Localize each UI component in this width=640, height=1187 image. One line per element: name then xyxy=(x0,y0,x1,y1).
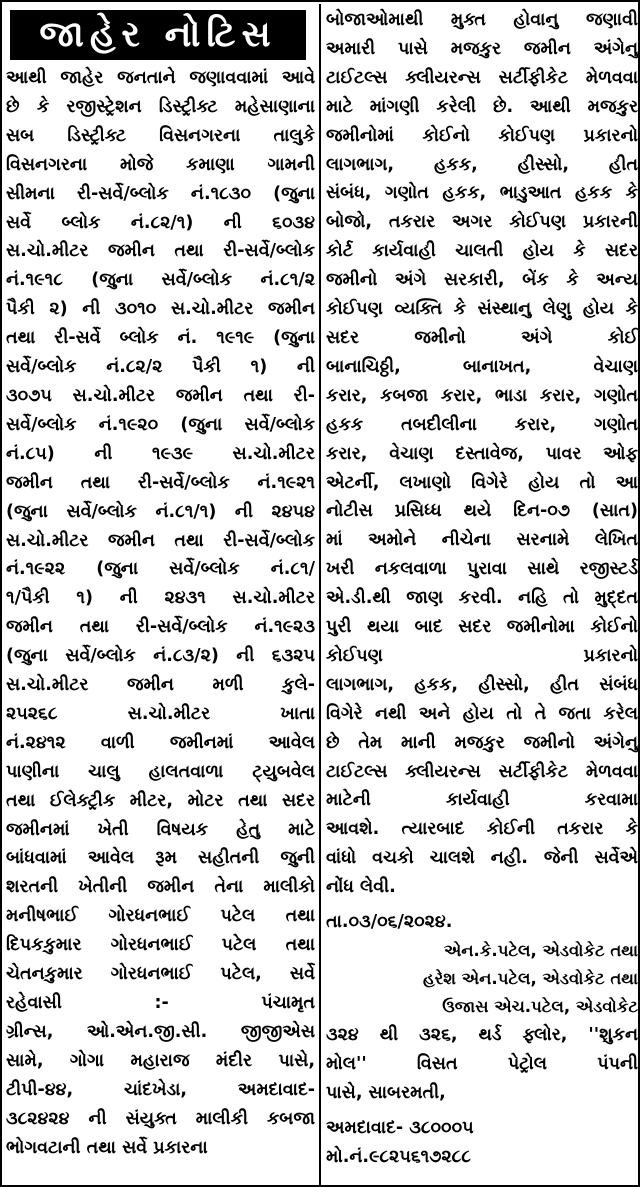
notice-right-line: એ.ડી.થી જાણ કરવી. નહિ તો મુદ્દત xyxy=(326,588,638,609)
address-block xyxy=(326,1021,638,1108)
notice-right-line: કોર્ટ કાર્યવાહી ચાલતી હોય કે સદર xyxy=(326,241,638,262)
signatory-block xyxy=(326,937,638,1021)
address-city: અમદાવાદ- ૩૮૦૦૦૫ xyxy=(326,1117,474,1138)
notice-left-line: જમીન તથા રી-સર્વે/બ્લોક નં.૧૯૨૩ xyxy=(6,617,315,638)
notice-left-line: વિસનગરના મોજે કમાણા ગામની xyxy=(6,154,315,175)
notice-left-line: ૨૫૨૬૮ સ.ચો.મીટર ખાતા xyxy=(6,703,315,724)
notice-left-line: શરતની ખેતીની જમીન તેના માલીકો xyxy=(6,877,315,898)
notice-left-line: તથા ઈલેક્ટ્રીક મીટર, મોટર તથા સદર xyxy=(6,790,315,811)
address-line: ૩૨૪ થી ૩૨૬, થર્ડ ફ્લોર, ''શુકન xyxy=(326,1025,638,1045)
notice-left-column xyxy=(6,64,315,1162)
notice-right-line: છે તેમ માની મજકુર જમીનો અંગેનુ xyxy=(326,732,638,753)
notice-left-line: રહેવાસી :- પંચામૃત xyxy=(6,993,315,1013)
signatory-name: હરેશ એન.પટેલ, એડવોકેટ તથા xyxy=(423,969,638,988)
notice-left-line: મનીષભાઈ ગોરધનભાઈ પટેલ તથા xyxy=(6,906,315,927)
notice-left-line: સીમના રી-સર્વે/બ્લોક નં.૧૮૩૦ (જુના xyxy=(6,183,315,204)
notice-right-line: ખરી નકલવાળા પુરાવા સાથે રજીસ્ટર્ડ xyxy=(326,559,638,580)
notice-date: તા.૦૩/૦૬/૨૦૨૪. xyxy=(326,912,453,933)
column-divider xyxy=(319,4,321,1187)
notice-right-line: ટાઈટલ્સ ક્લીયરન્સ સર્ટીફીકેટ મેળવવા xyxy=(326,67,638,88)
notice-left-line: ૧/પૈકી ૧) ની ૨૪૩૧ સ.ચો.મીટર xyxy=(6,588,315,609)
notice-left-line: સબ ડિસ્ટ્રીક્ટ વિસનગરના તાલુકે xyxy=(6,125,315,146)
notice-left-line: પાણીના ચાલુ હાલતવાળા ટ્યુબવેલ xyxy=(6,761,315,782)
signatory-name: એન.કે.પટેલ, એડવોકેટ તથા xyxy=(443,941,638,960)
notice-left-line: ગ્રીન્સ, ઓ.એન.જી.સી. જીજીએસ xyxy=(6,1021,315,1042)
notice-body-right xyxy=(326,6,638,902)
notice-body-left xyxy=(6,64,315,1162)
notice-right-line: માં અમોને નીચેના સરનામે લેખિત xyxy=(326,530,638,551)
notice-left-line: ચેતનકુમાર ગોરધનભાઈ પટેલ, સર્વે xyxy=(6,964,315,985)
notice-left-line: તથા રી-સર્વે બ્લોક નં. ૧૯૧૯ (જુના xyxy=(6,328,315,349)
notice-right-line: નોટીસ પ્રસિધ્ધ થયે દિન-૦૭ (સાત) xyxy=(326,501,638,522)
notice-left-line: (જુના સર્વે/બ્લોક નં.૮૧/૧) ની ૨૪૫૪ xyxy=(6,501,315,522)
notice-left-line: દિપકકુમાર ગોરધનભાઈ પટેલ તથા xyxy=(6,935,315,956)
notice-right-line: પુરી થયા બાદ સદર જમીનોમા કોઈનો xyxy=(326,617,638,638)
notice-right-line: કરાર, કબજા કરાર, ભાડા કરાર, ગણોત xyxy=(326,385,638,406)
notice-left-line: ૩૮૨૪૨૪ ની સંયુક્ત માલીકી કબજા xyxy=(6,1108,315,1129)
notice-left-line: સર્વે/બ્લોક નં.૧૯૨૦ (જુના સર્વે/બ્લોક xyxy=(6,414,315,435)
notice-right-line: લાગભાગ, હકક, હીસ્સો, હીત xyxy=(326,154,638,175)
notice-left-line: સર્વે/બ્લોક નં.૮૨/૨ પૈકી ૧) ની xyxy=(6,357,315,378)
notice-left-line: (જુના સર્વે/બ્લોક નં.૮૩/૨) ની ૬૩૨૫ xyxy=(6,646,315,667)
notice-right-line: લાગભાગ, હકક, હીસ્સો, હીત સંબંધ xyxy=(326,674,638,695)
notice-right-line: જમીનોમાં કોઈનો કોઈપણ પ્રકારનો xyxy=(326,125,638,146)
notice-right-line: વાંધો વચકો ચાલશે નહી. જેની સર્વેએ xyxy=(326,848,638,869)
notice-left-line: ભોગવટાની તથા સર્વે પ્રકારના xyxy=(6,1137,208,1158)
notice-left-line: નં.૧૯૨૨ (જુના સર્વે/બ્લોક નં.૮૧/ xyxy=(6,559,315,580)
notice-left-line: જમીન તથા રી-સર્વે/બ્લોક નં.૧૯૨૧ xyxy=(6,472,315,493)
address-line: મોલ'' વિસત પેટ્રોલ પંપની xyxy=(326,1053,638,1074)
notice-left-line: બાંધવામાં આવેલ રૂમ સહીતની જુની xyxy=(6,848,315,869)
notice-right-line: સંબંધ, ગણોત હકક, ભાડુઆત હકક કે xyxy=(326,183,638,204)
notice-left-line: નં.૧૯૧૮ (જુના સર્વે/બ્લોક નં.૮૧/૨ xyxy=(6,270,315,291)
notice-right-line: જમીનો અંગે સરકારી, બેંક કે અન્ય xyxy=(326,270,638,291)
notice-right-line: નોંધ લેવી. xyxy=(326,877,396,898)
notice-right-line: ટાઈટલ્સ ક્લીયરન્સ સર્ટીફીકેટ મેળવવા xyxy=(326,761,638,782)
notice-right-line: બોજાઓમાથી મુક્ત હોવાનુ જણાવી xyxy=(326,10,638,30)
address-line: પાસે, સાબરમતી, xyxy=(326,1082,446,1103)
signatory-name: ઉજાસ એચ.પટેલ, એડવોકેટ xyxy=(442,997,638,1016)
notice-left-line: જમીનમાં ખેતી વિષયક હેતુ માટે xyxy=(6,819,315,840)
notice-left-line: સ.ચો.મીટર જમીન મળી કુલે- xyxy=(6,675,315,696)
notice-left-line: નં.૮૫) ની ૧૯૩૯ સ.ચો.મીટર xyxy=(6,443,315,464)
notice-right-line: એટર્ની, લખાણો વિગેરે હોય તો આ xyxy=(326,472,638,493)
notice-left-line: ટીપી-૪૪, ચાંદખેડા, અમદાવાદ- xyxy=(6,1079,315,1100)
contact-phone: મો.નં.૯૮૨૫૬૧૭૨૮૮ xyxy=(326,1146,471,1167)
notice-right-line: માટે માંગણી કરેલી છે. આથી મજકુર xyxy=(326,96,638,117)
notice-right-line: કોઈપણ વ્યક્તિ કે સંસ્થાનુ લેણુ હોય કે xyxy=(326,299,638,320)
notice-right-line: બાનાચિઠ્ઠી, બાનાખત, વેચાણ xyxy=(326,356,638,377)
notice-left-line: આથી જાહેર જનતાને જણાવવામાં આવે xyxy=(6,68,315,88)
notice-right-line: માટેની કાર્યવાહી કરવામા xyxy=(326,790,638,811)
notice-right-line: કરાર, વેચાણ દસ્તાવેજ, પાવર ઓફ xyxy=(326,443,638,464)
notice-right-line: અમારી પાસે મજકુર જમીન અંગેનુ xyxy=(326,38,638,59)
notice-left-line: છે કે રજીસ્ટ્રેશન ડિસ્ટ્રીક્ટ મહેસાણાના xyxy=(6,96,315,117)
notice-right-line: સદર જમીનો અંગે કોઈ xyxy=(326,327,638,348)
notice-left-line: નં.૨૪૧૨ વાળી જમીનમાં આવેલ xyxy=(6,732,315,753)
notice-right-line: વિગેરે નથી અને હોય તો તે જતા કરેલ xyxy=(326,703,638,724)
notice-right-line: આવશે. ત્યારબાદ કોઈની તકરાર કે xyxy=(326,819,638,840)
notice-left-line: સર્વે બ્લોક નં.૮૨/૧) ની ૬૦૩૪ xyxy=(6,212,315,233)
notice-right-column xyxy=(326,6,638,1172)
notice-title: જાહેર નોટિસ xyxy=(10,10,306,60)
notice-left-line: ૩૦૭૫ સ.ચો.મીટર જમીન તથા રી- xyxy=(6,385,315,406)
notice-right-line: હકક તબદીલીના કરાર, ગણોત xyxy=(326,414,638,435)
notice-right-line: બોજો, તકરાર અગર કોઈપણ પ્રકારની xyxy=(326,212,638,233)
notice-left-line: પૈકી ૨) ની ૩૦૧૦ સ.ચો.મીટર જમીન xyxy=(6,299,315,320)
notice-left-line: સ.ચો.મીટર જમીન તથા રી-સર્વે/બ્લોક xyxy=(6,241,315,262)
notice-left-line: સ.ચો.મીટર જમીન તથા રી-સર્વે/બ્લોક xyxy=(6,530,315,551)
notice-right-line: કોઈપણ પ્રકારનો xyxy=(326,645,638,666)
notice-left-line: સામે, ગોગા મહારાજ મંદીર પાસે, xyxy=(6,1050,315,1071)
